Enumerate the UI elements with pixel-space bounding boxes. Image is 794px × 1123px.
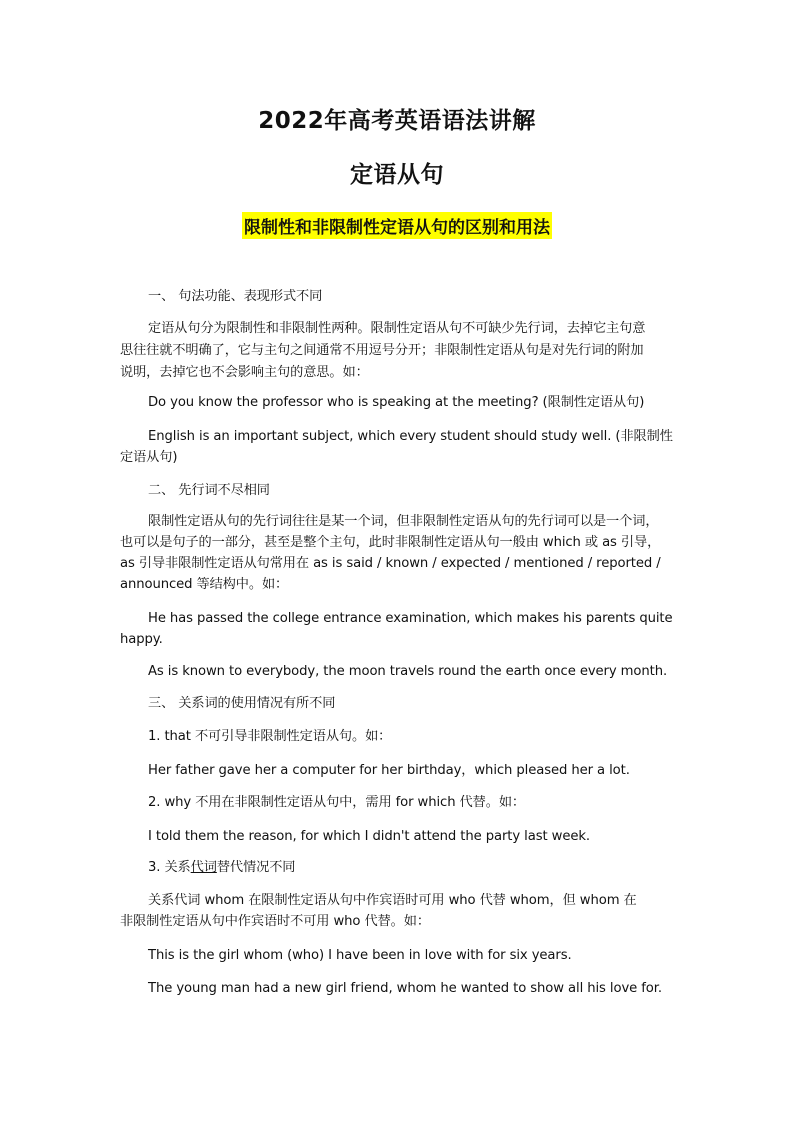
section1-para-line: 说明，去掉它也不会影响主句的意思。如： [120, 365, 369, 380]
section3-example: I told them the reason, for which I didn't attend the party last week. [148, 829, 590, 844]
section3-item: 2. why 不用在非限制性定语从句中，需用 for which 代替。如： [148, 795, 525, 810]
section2-example: He has passed the college entrance examination, which makes his parents quite [148, 611, 673, 626]
document-title: 2022年高考英语语法讲解 [258, 108, 536, 134]
section2-heading: 二、 先行词不尽相同 [148, 483, 270, 498]
section3-para-line: 非限制性定语从句中作宾语时不可用 who 代替。如： [120, 914, 430, 929]
section1-heading: 一、 句法功能、表现形式不同 [148, 289, 323, 304]
section1-example: 定语从句) [120, 450, 178, 465]
highlighted-heading: 限制性和非限制性定语从句的区别和用法 [242, 212, 552, 239]
section2-para-line: 限制性定语从句的先行词往往是某一个词，但非限制性定语从句的先行词可以是一个词， [148, 514, 659, 529]
section3-item [148, 861, 295, 874]
section3-example: The young man had a new girl friend, whom he wanted to show all his love for. [148, 981, 662, 996]
section1-example: English is an important subject, which every student should study well. (非限制性 [148, 429, 673, 444]
document-subtitle: 定语从句 [350, 162, 444, 188]
item3-suffix: 替代情况不同 [216, 860, 296, 875]
section3-example: Her father gave her a computer for her birthday，which pleased her a lot. [148, 763, 630, 778]
item3-prefix: 3. 关系 [148, 860, 191, 875]
highlight-heading-wrap [0, 212, 794, 239]
section1-para-line: 思往往就不明确了，它与主句之间通常不用逗号分开；非限制性定语从句是对先行词的附加 [120, 343, 644, 358]
section3-example: This is the girl whom (who) I have been in love with for six years. [148, 948, 572, 963]
section3-item: 1. that 不可引导非限制性定语从句。如： [148, 729, 392, 744]
section3-heading: 三、 关系词的使用情况有所不同 [148, 696, 336, 711]
item3-underlined-word: 代词 [190, 860, 217, 875]
section1-example: Do you know the professor who is speaking at the meeting? (限制性定语从句) [148, 395, 645, 410]
section3-para-line: 关系代词 whom 在限制性定语从句中作宾语时可用 who 代替 whom，但 whom 在 [148, 893, 637, 908]
section2-para-line: 也可以是句子的一部分，甚至是整个主句，此时非限制性定语从句一般由 which 或 as 引导， [120, 535, 661, 550]
section2-para-line: announced 等结构中。如： [120, 577, 289, 592]
section1-para-line: 定语从句分为限制性和非限制性两种。限制性定语从句不可缺少先行词，去掉它主句意 [148, 321, 646, 336]
section2-example: happy. [120, 632, 163, 647]
section2-para-line: as 引导非限制性定语从句常用在 as is said / known / expected / mentioned / reported / [120, 556, 661, 571]
section2-example: As is known to everybody, the moon travels round the earth once every month. [148, 664, 668, 679]
